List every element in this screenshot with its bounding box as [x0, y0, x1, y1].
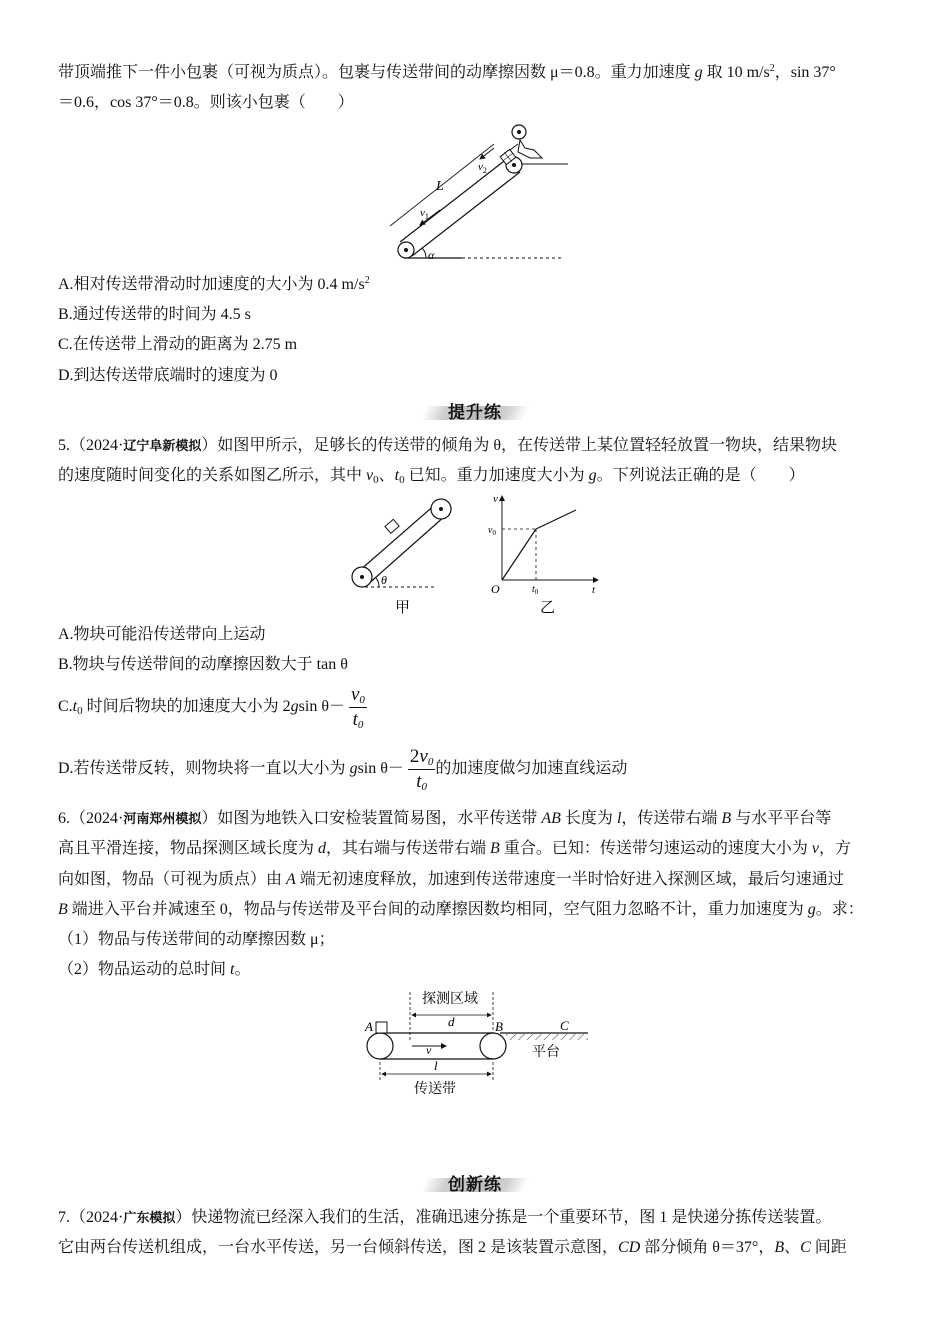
q5-figure-yi-vt-graph — [486, 490, 604, 618]
q6-security-conveyor-figure — [360, 986, 592, 1102]
q6-stem-line2: 高且平滑连接，物品探测区域长度为 d，其右端与传送带右端 B 重合。已知：传送带匀速运动的速度大小为 v，方 — [58, 840, 851, 857]
q5-fig-label-yi: 乙 — [540, 600, 556, 616]
q4-v1-label: $v_1$ — [420, 207, 429, 221]
q4-incline-conveyor-figure — [382, 118, 568, 266]
q4-option-c[interactable]: C.在传送带上滑动的距离为 2.75 m — [58, 336, 298, 353]
q4-v2-label: $v_2$ — [478, 161, 487, 175]
q5-option-a[interactable]: A.物块可能沿传送带向上运动 — [58, 626, 266, 643]
q5-graph-v0: $v_0$ — [488, 525, 496, 537]
q6-belt-label: 传送带 — [414, 1082, 456, 1097]
q4-option-b[interactable]: B.通过传送带的时间为 4.5 s — [58, 306, 251, 323]
q6-zone-label: 探测区域 — [422, 992, 478, 1007]
q5-option-d-fraction: $\frac{2v_0}{t_0}$ — [409, 746, 434, 793]
q5-stem-line2: 的速度随时间变化的关系如图乙所示，其中 $v_0$、$t_0$ 已知。重力加速度大小为 g。下列说法正确的是（ ） — [58, 467, 805, 486]
q4-stem-line1: 带顶端推下一件小包裹（可视为质点）。包裹与传送带间的动摩擦因数 μ＝0.8。重力加速度 g 取 10 $m/s^2$，sin 37° — [58, 63, 836, 81]
q5-option-c-fraction: $\frac{v_0}{t_0}$ — [350, 684, 365, 731]
q5-stem-line1: 5.（2024·辽宁阜新模拟）如图甲所示，足够长的传送带的倾角为 θ，在传送带上某位置轻轻放置一物块，结果物块 — [58, 437, 838, 454]
q7-stem-line1: 7.（2024·广东模拟）快递物流已经深入我们的生活，准确迅速分拣是一个重要环节，图 1 是快递分拣传送装置。 — [58, 1209, 832, 1226]
q5-fig-label-jia: 甲 — [395, 600, 411, 616]
q6-subquestion-2: （2）物品运动的总时间 t。 — [58, 961, 251, 978]
q6-v-label: v — [426, 1043, 432, 1057]
section-header-improve: 提升练 — [410, 400, 540, 426]
section-header-innovate: 创新练 — [410, 1172, 540, 1198]
q7-stem-line2: 它由两台传送机组成，一台水平传送，另一台倾斜传送，图 2 是该装置示意图，CD 部分倾角 θ＝37°，B、C 间距 — [58, 1239, 847, 1256]
q6-A-label: A — [365, 1019, 373, 1034]
q5-graph-t0: $t_0$ — [532, 584, 539, 596]
q5-figure-jia — [345, 498, 460, 618]
q6-C-label: C — [560, 1018, 569, 1033]
q6-subquestion-1: （1）物品与传送带间的动摩擦因数 μ； — [58, 931, 335, 948]
q6-stem-line1: 6.（2024·河南郑州模拟）如图为地铁入口安检装置简易图，水平传送带 AB 长度为 l，传送带右端 B 与水平平台等 — [58, 810, 832, 827]
q6-B-label: B — [495, 1019, 503, 1034]
q5-theta-label: θ — [381, 573, 387, 587]
q6-stem-line4: B 端进入平台并减速至 0，物品与传送带及平台间的动摩擦因数均相同，空气阻力忽略不计，重力加速度为 g。求： — [58, 901, 864, 918]
q5-graph-origin: O — [491, 582, 500, 596]
q5-option-c[interactable]: $C.t_0$ 时间后物块的加速度大小为 2gsin θ－ $\frac{v_0}{t_0}$ — [58, 684, 365, 731]
q5-graph-v-axis: v — [493, 493, 498, 505]
q5-option-d[interactable]: D.若传送带反转，则物块将一直以大小为 gsin θ－ $\frac{2v_0}{t_0}$ 的加速度做匀加速直线运动 — [58, 746, 628, 793]
q6-platform-label: 平台 — [532, 1045, 560, 1060]
q4-option-d[interactable]: D.到达传送带底端时的速度为 0 — [58, 367, 278, 384]
q6-stem-line3: 向如图，物品（可视为质点）由 A 端无初速度释放，加速到传送带速度一半时恰好进入探测区域，最后匀速通过 — [58, 871, 844, 888]
q6-l-label: l — [434, 1058, 438, 1073]
q5-option-b[interactable]: B.物块与传送带间的动摩擦因数大于 tan θ — [58, 656, 348, 673]
q4-stem-line2: ＝0.6，cos 37°＝0.8。则该小包裹（ ） — [58, 94, 354, 111]
q4-alpha-label: α — [428, 248, 435, 262]
q4-option-a[interactable]: A.相对传送带滑动时加速度的大小为 0.4 $m/s^2$ — [58, 275, 370, 293]
q6-d-label: d — [448, 1014, 455, 1029]
q4-L-label: L — [436, 179, 444, 194]
q5-graph-t-axis: t — [592, 584, 596, 596]
